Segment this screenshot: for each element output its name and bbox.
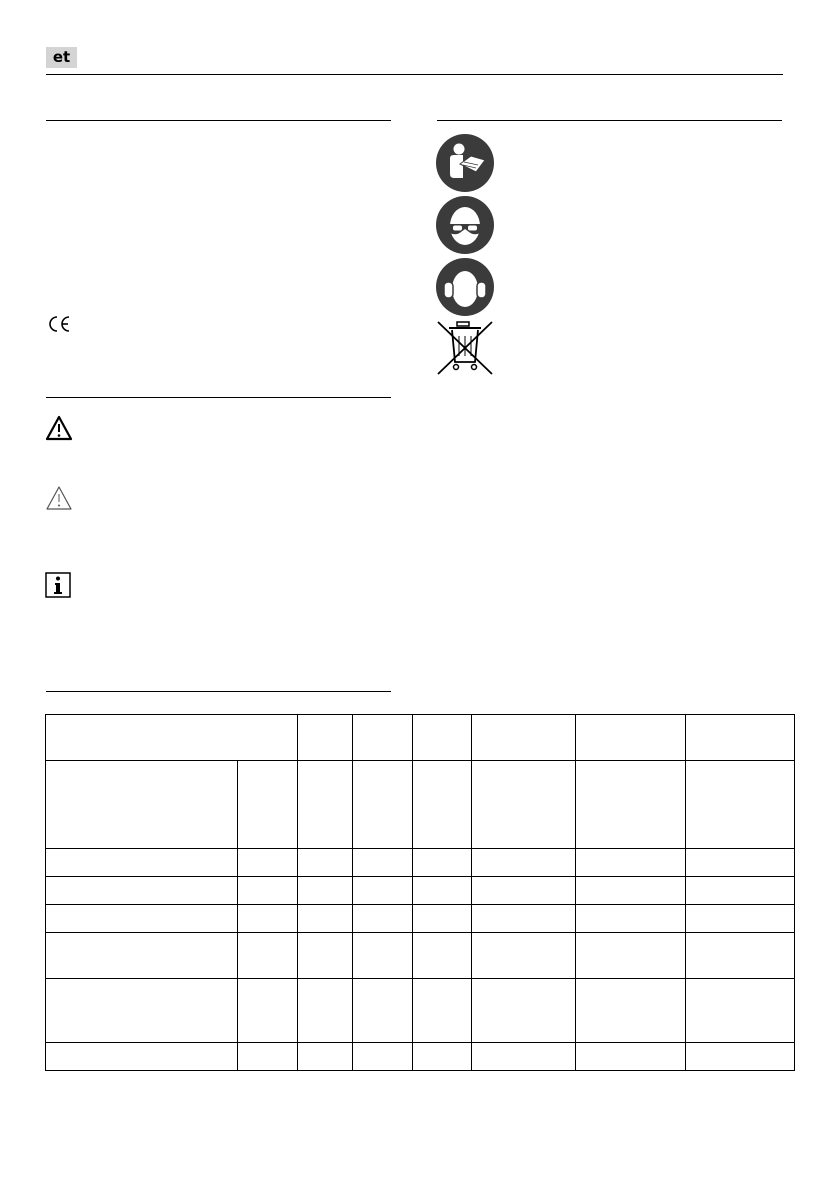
ce-mark (47, 315, 71, 338)
spec-cell (576, 979, 686, 1043)
spec-cell (472, 761, 576, 849)
spec-cell (686, 979, 795, 1043)
spec-cell (238, 1043, 298, 1071)
spec-cell (413, 849, 472, 877)
spec-cell (46, 1043, 238, 1071)
table-row (46, 905, 795, 933)
spec-header-cell (353, 715, 413, 761)
warning-icon (45, 415, 73, 446)
section-rule-left-3 (46, 691, 391, 692)
read-manual-icon (436, 134, 494, 192)
weee-crossed-bin-icon (436, 320, 494, 381)
spec-cell (298, 905, 353, 933)
spec-cell (46, 979, 238, 1043)
spec-table (45, 714, 795, 1071)
spec-cell (472, 1043, 576, 1071)
spec-cell (576, 761, 686, 849)
table-row (46, 933, 795, 979)
spec-cell (46, 877, 238, 905)
spec-cell (472, 979, 576, 1043)
spec-cell (686, 877, 795, 905)
section-rule-left-2 (46, 397, 391, 398)
spec-cell (472, 877, 576, 905)
spec-header-cell (413, 715, 472, 761)
spec-cell (686, 933, 795, 979)
spec-cell (472, 905, 576, 933)
spec-cell (576, 905, 686, 933)
spec-cell (413, 979, 472, 1043)
spec-cell (413, 1043, 472, 1071)
table-row (46, 877, 795, 905)
spec-cell (353, 1043, 413, 1071)
spec-cell (413, 761, 472, 849)
spec-cell (238, 905, 298, 933)
spec-cell (576, 1043, 686, 1071)
ear-protection-icon (436, 258, 494, 316)
spec-header-cell (576, 715, 686, 761)
table-row (46, 761, 795, 849)
spec-cell (413, 905, 472, 933)
spec-cell (472, 849, 576, 877)
header-rule (46, 74, 783, 75)
spec-cell (46, 905, 238, 933)
spec-cell (298, 761, 353, 849)
spec-cell (353, 761, 413, 849)
spec-cell (413, 933, 472, 979)
eye-protection-icon (436, 196, 494, 254)
spec-cell (298, 979, 353, 1043)
spec-cell (686, 905, 795, 933)
table-row (46, 979, 795, 1043)
spec-cell (238, 877, 298, 905)
spec-cell (353, 905, 413, 933)
spec-cell (298, 849, 353, 877)
spec-cell (686, 849, 795, 877)
spec-cell (576, 849, 686, 877)
spec-table-header-row (46, 715, 795, 761)
spec-cell (238, 979, 298, 1043)
spec-cell (298, 1043, 353, 1071)
language-tag: et (46, 47, 77, 68)
spec-cell (46, 761, 238, 849)
info-icon (45, 572, 71, 603)
spec-header-cell (686, 715, 795, 761)
spec-cell (686, 1043, 795, 1071)
spec-cell (46, 849, 238, 877)
spec-cell (576, 933, 686, 979)
spec-cell (353, 979, 413, 1043)
section-rule-left-1 (46, 120, 391, 121)
spec-cell (353, 933, 413, 979)
spec-header-cell (46, 715, 298, 761)
spec-header-cell (472, 715, 576, 761)
spec-cell (472, 933, 576, 979)
spec-cell (353, 877, 413, 905)
spec-cell (46, 933, 238, 979)
spec-cell (413, 877, 472, 905)
caution-icon (45, 485, 73, 516)
table-row (46, 1043, 795, 1071)
spec-cell (238, 933, 298, 979)
spec-cell (576, 877, 686, 905)
spec-cell (238, 761, 298, 849)
spec-header-cell (298, 715, 353, 761)
spec-cell (298, 933, 353, 979)
spec-cell (238, 849, 298, 877)
spec-cell (686, 761, 795, 849)
section-rule-right-1 (437, 120, 782, 121)
ce-mark-icon (47, 315, 71, 333)
spec-cell (353, 849, 413, 877)
table-row (46, 849, 795, 877)
spec-cell (298, 877, 353, 905)
